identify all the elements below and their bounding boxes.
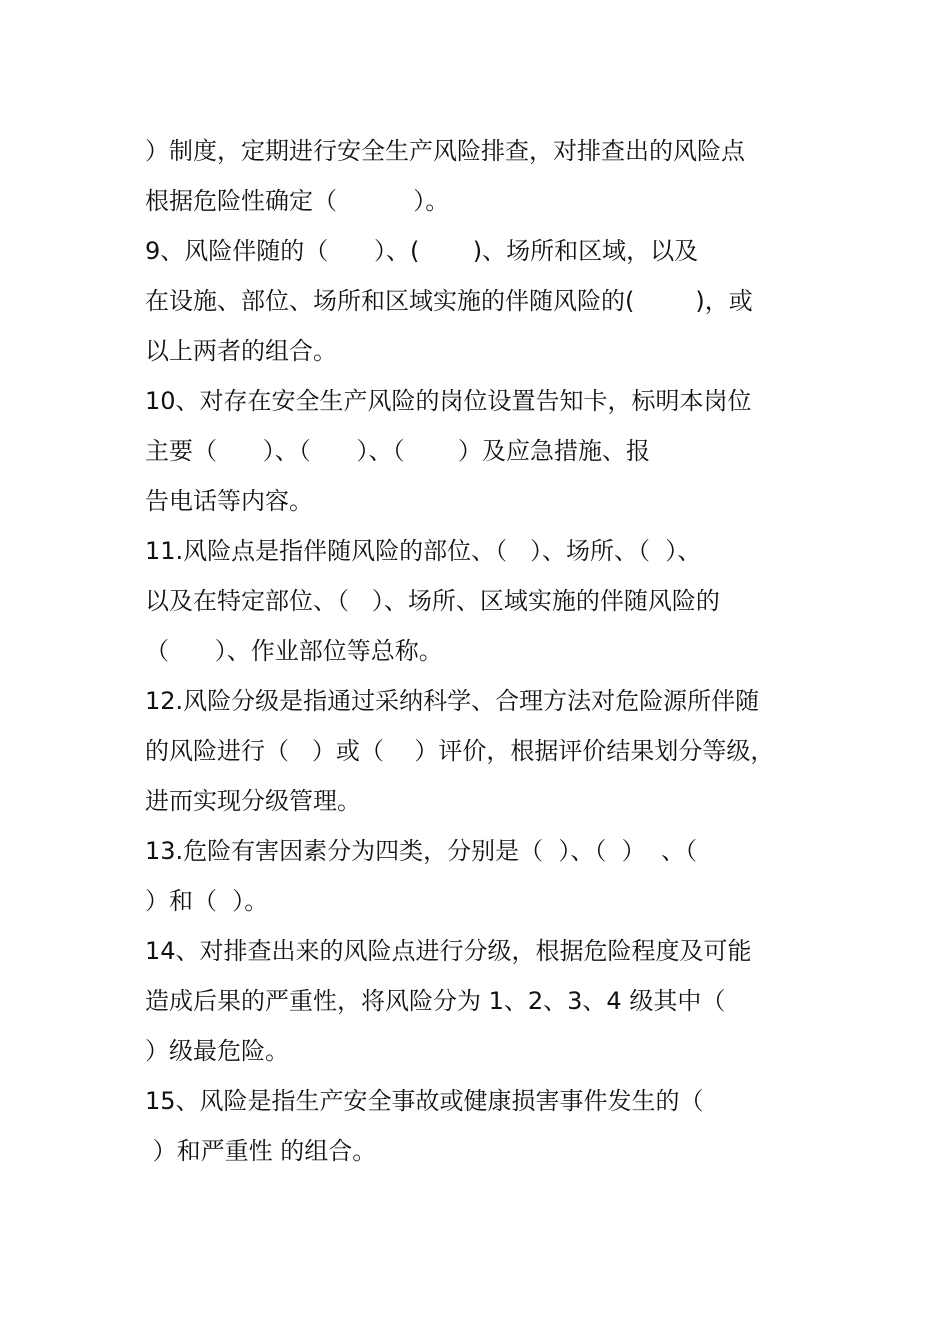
text-line: 进而实现分级管理。 bbox=[145, 787, 361, 815]
document-body bbox=[145, 126, 845, 1176]
text-line: 主要（ ）、（ ）、（ ）及应急措施、报 bbox=[145, 437, 650, 465]
text-line: 根据危险性确定（ ）。 bbox=[145, 187, 450, 215]
text-line: 以及在特定部位、（ ）、场所、区域实施的伴随风险的 bbox=[145, 587, 720, 615]
question-9-line: 9、风险伴随的（ ）、( )、场所和区域，以及 bbox=[145, 237, 699, 265]
text-line: ）和严重性 的组合。 bbox=[145, 1137, 377, 1165]
question-14-line: 14、对排查出来的风险点进行分级，根据危险程度及可能 bbox=[145, 937, 752, 965]
text-line: ）制度，定期进行安全生产风险排查，对排查出的风险点 bbox=[145, 137, 745, 165]
text-line: 在设施、部位、场所和区域实施的伴随风险的( )，或 bbox=[145, 287, 753, 315]
question-13-line: 13.危险有害因素分为四类，分别是（ ）、（ ） 、（ bbox=[145, 837, 697, 865]
text-line: 的风险进行（ ）或（ ）评价，根据评价结果划分等级， bbox=[145, 737, 775, 765]
question-10-line: 10、对存在安全生产风险的岗位设置告知卡，标明本岗位 bbox=[145, 387, 752, 415]
text-line: 告电话等内容。 bbox=[145, 487, 313, 515]
text-line: ）级最危险。 bbox=[145, 1037, 289, 1065]
text-line: 造成后果的严重性，将风险分为 1、2、3、4 级其中（ bbox=[145, 987, 726, 1015]
text-line: ）和（ ）。 bbox=[145, 887, 269, 915]
text-line: （ ）、作业部位等总称。 bbox=[145, 637, 443, 665]
text-line: 以上两者的组合。 bbox=[145, 337, 337, 365]
question-12-line: 12.风险分级是指通过采纳科学、合理方法对危险源所伴随 bbox=[145, 687, 760, 715]
question-11-line: 11.风险点是指伴随风险的部位、（ ）、场所、（ ）、 bbox=[145, 537, 702, 565]
question-15-line: 15、风险是指生产安全事故或健康损害事件发生的（ bbox=[145, 1087, 704, 1115]
